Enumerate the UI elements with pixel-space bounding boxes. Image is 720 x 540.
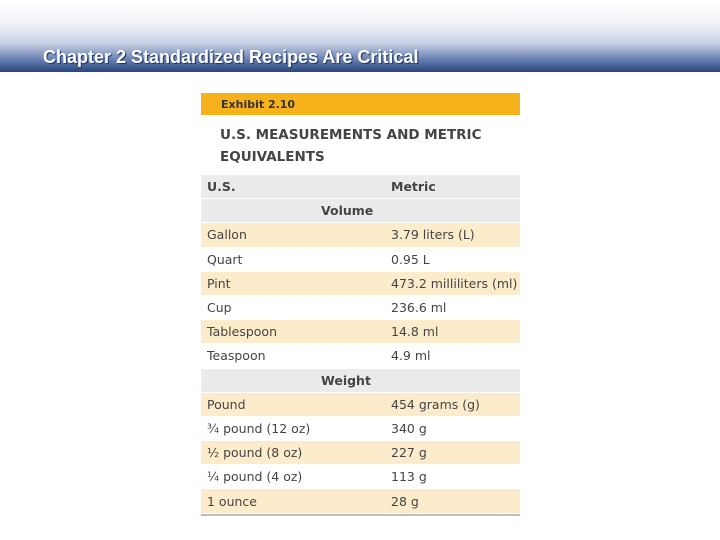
- table-row: [201, 465, 520, 489]
- table-row: [201, 417, 520, 441]
- us-cell: Pound: [207, 396, 246, 412]
- metric-cell: 4.9 ml: [391, 348, 431, 364]
- us-cell: ¾ pound (12 oz): [207, 420, 311, 436]
- section-header-weight: [201, 369, 520, 393]
- table-row: [201, 393, 520, 417]
- section-label-volume: Volume: [321, 203, 374, 219]
- us-cell: ½ pound (8 oz): [207, 445, 303, 461]
- us-cell: Quart: [207, 251, 243, 267]
- section-label-weight: Weight: [321, 372, 371, 388]
- column-header-us: U.S.: [207, 179, 236, 195]
- us-cell: 1 ounce: [207, 493, 257, 509]
- column-header-metric: Metric: [391, 179, 436, 195]
- metric-cell: 0.95 L: [391, 251, 430, 267]
- metric-cell: 3.79 liters (L): [391, 227, 475, 243]
- metric-cell: 113 g: [391, 469, 427, 485]
- exhibit-label: Exhibit 2.10: [221, 97, 296, 111]
- exhibit-title-line1: U.S. MEASUREMENTS AND METRIC: [220, 127, 482, 143]
- table-row: [201, 296, 520, 320]
- metric-cell: 340 g: [391, 420, 427, 436]
- table-bottom-rule: [201, 514, 520, 516]
- table-row: [201, 272, 520, 296]
- table-row: [201, 344, 520, 368]
- us-cell: ¼ pound (4 oz): [207, 469, 303, 485]
- metric-cell: 227 g: [391, 445, 427, 461]
- measurement-table: [201, 175, 520, 516]
- us-cell: Teaspoon: [207, 348, 266, 364]
- metric-cell: 28 g: [391, 493, 419, 509]
- metric-cell: 236.6 ml: [391, 300, 447, 316]
- us-cell: Cup: [207, 300, 232, 316]
- exhibit-label-bar: [201, 93, 520, 115]
- exhibit-title: [220, 124, 510, 168]
- us-cell: Pint: [207, 275, 231, 291]
- us-cell: Tablespoon: [207, 324, 277, 340]
- table-row: [201, 441, 520, 465]
- us-cell: Gallon: [207, 227, 247, 243]
- section-header-volume: [201, 199, 520, 223]
- title-bar: [0, 0, 720, 72]
- metric-cell: 454 grams (g): [391, 396, 480, 412]
- exhibit-title-line2: EQUIVALENTS: [220, 149, 325, 165]
- metric-cell: 14.8 ml: [391, 324, 439, 340]
- table-row: [201, 248, 520, 272]
- table-row: [201, 320, 520, 344]
- table-row: [201, 223, 520, 247]
- slide-title: Chapter 2 Standardized Recipes Are Critical: [43, 47, 419, 67]
- exhibit-figure: [201, 93, 520, 517]
- metric-cell: 473.2 milliliters (ml): [391, 275, 518, 291]
- table-header-row: [201, 175, 520, 199]
- table-row: [201, 489, 520, 513]
